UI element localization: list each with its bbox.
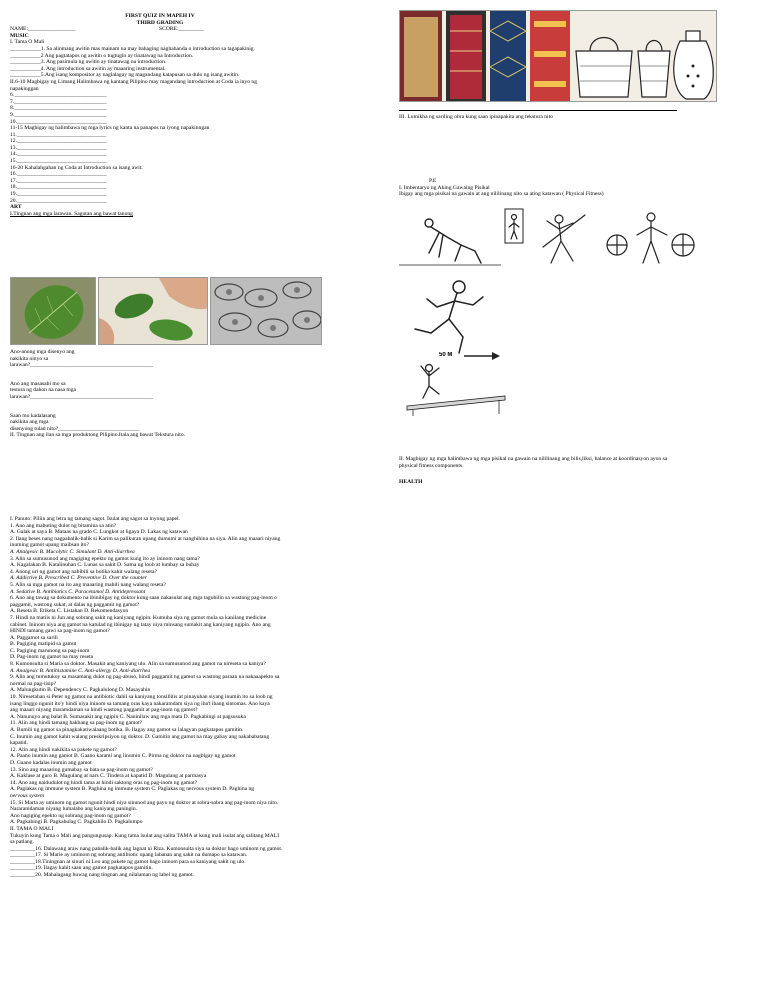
art-instruction: I.Tingnan ang mga larawan. Sagutan ang bawat tanong <box>10 210 133 217</box>
pushup-icon <box>503 205 605 269</box>
pe-ball-exercise-illustration <box>603 205 703 269</box>
answer-blank: 18.________________________________ <box>10 184 107 191</box>
health-line: A. Paglakas ng immune system B. Paghina ng immune system C. Paglakas ng nervous system D. Paghina ng <box>10 786 255 793</box>
health-line: A. Paggamot sa sarili <box>10 634 58 641</box>
answer-blank: 13.________________________________ <box>10 144 107 151</box>
health-line: HINDI tamang gawi sa pag-inom ng gamot? <box>10 628 110 635</box>
music-heading: MUSIC <box>10 32 29 39</box>
health-line: A. Paano inumin ang gamot B. Gaano karami ang iinumin C. Pirma ng doktor na nagbigay ng gamot <box>10 753 236 760</box>
running-man-icon <box>399 275 503 357</box>
answer-blank: 14.________________________________ <box>10 151 107 158</box>
music-part3: 11-15 Magbigay ng halimbawa ng mga lyrics ng kanta na panapos na iyong napakinngan <box>10 125 210 132</box>
health-line: B. Pagiging matipid sa gamut <box>10 641 77 648</box>
art-question-line: larawan?____________________________________________ <box>10 362 154 369</box>
health-line: 11. Alin ang hindi tamang hakbang sa pag-inom ng gamot? <box>10 720 143 727</box>
balance-beam-icon <box>399 362 509 416</box>
music-item: ___________3. Ang pasimula ng awitin ay tinatawag na introduction. <box>10 59 167 66</box>
name-field: NAME:_________________ <box>10 26 76 33</box>
art-question-line: nakikita ninyo sa <box>10 355 49 362</box>
pe-part2: II. Magbigay ng mga halimbawa ng mga pisikal na gawain na nililinang ang bilis,liksi, balance at koordinasyon ayon sa <box>399 456 668 462</box>
art-question-line: Ano-anong mga disenyo ang <box>10 349 75 355</box>
health-line: 2. Ilang beses nang nagpabalik-balik si Karim sa palikuran upang dumumi at nanghihina na siya. Alin ang maaari niyang <box>10 535 281 542</box>
health-section <box>10 516 400 879</box>
health-line: Tukuyin kung Tama o Mali ang pangungusap. Kung tama isulat ang salita TAMA at kung mali isulat ang salitang MALI <box>10 832 280 839</box>
leaf-icon <box>11 278 96 345</box>
quiz-subtitle: THIRD GRADING <box>136 19 184 26</box>
health-heading: HEALTH <box>399 479 423 486</box>
pe-part2-block <box>399 456 764 486</box>
art-question-line: larawan?____________________________________________ <box>10 393 154 400</box>
health-line: 5. Alin sa mga gamot na ito ang maaaring mabili nang walang reseta? <box>10 581 166 588</box>
health-line: II. TAMA O MALI <box>10 825 54 832</box>
art-part3-block <box>399 106 759 121</box>
pe-part1-instruction: Ibigay ang mga pisikal na gawain at ang nililinang nito sa ating katawan ( Physical Fitness) <box>399 191 604 198</box>
health-line: 12. Alin ang hindi nakikita sa pakete ng gamot? <box>10 746 117 753</box>
health-line: _________18.Tiningnan at sinuri ni Leo ang pakete ng gamot bago ininom para sa kaniyang sakit ng ulo. <box>10 858 246 865</box>
health-line: _________17. Si Marie ay uminom ng sobrang antibiotic upang labanan ang sakit na dumapo sa katawan. <box>10 852 248 859</box>
health-line: 8. Kumonsulta si Maria sa doktor. Masakit ang kaniyang ulo. Alin sa sumusunod ang gamot na nireseta sa kaniya? <box>10 661 266 668</box>
health-line: A. Analgesic B. Antihistamine C. Anti-allergy D. Anti-diarrhea <box>10 667 151 674</box>
health-line: _________16. Dalawang araw nang pabalik-balik ang lagnat ni Riza. Kumonsulta siya sa doktor bago uminom ng gamot. <box>10 845 283 852</box>
pe-exercise-cards <box>503 205 605 269</box>
health-line: Nararamdaman niyang lumalabo ang kaniyang paningin. <box>10 806 138 813</box>
score-field: SCORE:_________ <box>159 26 204 33</box>
health-line: _________20. Mahalagang huwag nang tingnan ang nilalaman ng label ng gamot. <box>10 872 194 879</box>
ball-exercise-icon <box>603 205 703 269</box>
leaf-rubbing-photo <box>98 277 208 345</box>
health-line: nervous system <box>10 792 45 799</box>
music-part2: II.6-10 Magbigay ng Limang Halimbawa ng kantang Pilipino may magandang introduction at Coda ia inyo ng <box>10 78 258 85</box>
music-item: ___________5.Ang isang kompositor ay naglalagay ng magandang katapusan sa dulo ng isang awitin. <box>10 72 240 79</box>
answer-blank: 19.________________________________ <box>10 191 107 198</box>
philippine-products-photo <box>399 10 717 102</box>
health-line: sa patlang. <box>10 839 34 846</box>
art-questions <box>10 349 310 439</box>
health-line: 1. Ano ang mabuting dulot ng bitamina sa atin? <box>10 522 117 529</box>
pe-part1: I. Imbentaryo ng Aking Gawaing Pisikal <box>399 184 490 191</box>
pe-heading: P.E <box>429 178 437 184</box>
answer-blank: 20.________________________________ <box>10 197 107 204</box>
health-line: 3. Alin sa sumusunod ang magiging epekto ng gamot kung ito ay ininom nang tama? <box>10 555 200 562</box>
pe-running-illustration <box>399 275 503 357</box>
health-line: A. Bumili ng gamot sa pinagkakatiwalaang botika. B. Ilagay ang gamot sa lalagyan pagkatapos gamitin. <box>10 727 244 733</box>
health-line: A. Nanunuyo ang balat B. Sumasakit ang ngipin C. Naninilaw ang mga mata D. Pagkabingi at pagsusuka <box>10 713 246 720</box>
health-line: kapatid. <box>10 740 28 747</box>
health-line: 13. Sino ang maaaring gumabay sa bata sa pag-inom ng gamot? <box>10 766 153 773</box>
health-line: A. Reseta B. Etiketa C. Listahan D. Rekomendasyon <box>10 608 129 615</box>
health-line: paggamit, wastong sukat, at dalas ng paggamit ng gamot? <box>10 601 140 608</box>
music-part1: I. Tama O Mali <box>10 39 45 46</box>
art-heading: ART <box>10 204 22 211</box>
answer-blank: 15.________________________________ <box>10 158 107 165</box>
health-line: inuming gamot upang maibsan ito? <box>10 542 89 549</box>
answer-blank: 12.________________________________ <box>10 138 107 145</box>
music-part4: 16-20 Kahalahgahan ng Coda at Introduction sa isang awit. <box>10 164 143 171</box>
answer-blank: 6._________________________________ <box>10 92 107 99</box>
health-line: A. Kagalakan B. Katalinuhan C. Lunas sa sakit D. Sama ng loob at lumbay sa buhay <box>10 562 200 569</box>
quiz-title: FIRST QUIZ IN MAPEH IV <box>125 13 195 19</box>
health-line: isang linggo ngunit ito'y hindi niya ininom sa tamang oras kaya nakaramdam siya ng iba't ibang sintomas. Ano kaya <box>10 700 270 707</box>
health-line: C. Inumin ang gamot kahit walang preskripsiyon ng doktor. D. Gamitin ang gamot na may gabay ang nakababatang <box>10 733 270 740</box>
health-line: I. Panuto: Piliin ang letra ng tamang sagot. Isulat ang sagot sa inyong papel. <box>10 516 180 522</box>
pattern-icon <box>211 278 322 345</box>
leaf-photo <box>10 277 96 345</box>
pe-balance-beam-illustration <box>399 362 509 416</box>
art-question-line: testura ng dahon na nasa mga <box>10 387 77 394</box>
health-line: 14. Ano ang naidudulot ng hindi tama at hindi saktong oras ng pag-inom ng gamot? <box>10 779 198 786</box>
health-line: C. Pagiging marunong sa pag-inom <box>10 647 90 654</box>
music-item: ___________4. Ang introduction sa awitin ay maaaring instrumental. <box>10 65 166 72</box>
answer-blank: 17.________________________________ <box>10 177 107 184</box>
health-line: A. Addictive B. Prescribed C. Preventive D. Over the counter <box>10 575 147 582</box>
health-line: 4. Anong uri ng gamot ang nabibili sa botika kahit walang reseta? <box>10 568 157 575</box>
health-line: normal na pag-iisip? <box>10 680 56 687</box>
health-line: A. Sedative B. Antibiotics C. Paracetamol D. Antidepressant <box>10 588 146 595</box>
hand-leaf-icon <box>99 278 208 345</box>
pe-part2-cont: physical fitness components. <box>399 462 464 469</box>
answer-blank: 11.________________________________ <box>10 131 107 138</box>
art-part2: II. Tingnan ang ilan sa mga produktong Pilipino.Itala ang bawat Tekstura nito. <box>10 432 186 439</box>
art-question-line: nakikita ang mga <box>10 419 49 426</box>
health-line: 9. Alin ang tumutukoy sa masamang dulot ng pag-abuso, hindi paggamit ng gamot sa wastong paraan na nakaaapekto sa <box>10 674 280 681</box>
health-line: A. Pagkabingi B. Pagkabulag C. Pagkahilo D. Pagkalumpo <box>10 819 143 826</box>
pe-section <box>399 178 759 198</box>
health-line: D. Pag-inom ng gamot na may reseta <box>10 654 94 661</box>
health-line: D. Gaano kadalas inumin ang gamot <box>10 759 92 766</box>
health-line: cabinet. Ininom niya ang gamot na katulad ng ibinigay ng tatay niya minsang sumakit ang kaniyang ngipin. Ano ang <box>10 621 271 628</box>
art-question-line: Saan mo kadalasang <box>10 412 56 419</box>
answer-blank: 7._________________________________ <box>10 98 107 105</box>
music-section <box>10 13 390 217</box>
pe-sprint-start-illustration <box>399 205 501 269</box>
answer-blank: 10.________________________________ <box>10 118 107 125</box>
texture-pattern-photo <box>210 277 322 345</box>
answer-blank: 16.________________________________ <box>10 171 107 178</box>
music-item: ___________2 Ang pagtatapos ng awitin o tugtugin ay tinatawag na Introduction. <box>10 52 194 59</box>
health-line: A. Malungkutin B. Dependency C. Pagkalulong D. Masayahin <box>10 687 151 694</box>
health-line: 6. Ano ang tawag sa dokumento na ibinibigay ng doktor kung saan nakasulat ang mga tagubilin sa wastong pag-inom o <box>10 595 277 602</box>
arrow-right-icon <box>462 352 502 360</box>
pe-distance-label: 50 M <box>439 352 453 358</box>
woven-products-icon <box>400 11 717 102</box>
art-question-line: Ano ang masasabi mo sa <box>10 380 66 387</box>
health-line: ang maaari niyang maramdaman sa hindi wastong paggamit at pag-inom ng gamot? <box>10 707 198 714</box>
health-line: Ano nagiging epekto ng sobrang pag-inom ng gamot? <box>10 812 131 819</box>
answer-blank: 8._________________________________ <box>10 105 107 112</box>
health-line: A. Galak at saya B. Mataas na grado C. Lungkot at ligaya D. Lakas ng katawan <box>10 529 188 536</box>
art-part3: III. Lumikha ng sariling obra kung saan ipinapakita ang tekstura nito <box>399 114 553 120</box>
health-line: _________19. Ilagay kahit saan ang gamot pagkatapos gamitin. <box>10 865 153 872</box>
art-part3-line <box>399 106 677 111</box>
health-line: 15. Si Marta ay uminom ng gamot ngunit hindi niya sinunod ang payo ng doktor at sobra-sobra ang pag-inom niya nito. <box>10 799 279 806</box>
pe-distance-arrow <box>462 352 502 360</box>
runner-start-icon <box>399 205 501 269</box>
music-item: ___________1. Sa alinmang awitin mas mainam na may bahaging naghahanda o introduction sa tagapakinig. <box>10 45 255 52</box>
health-line: 10. Niresetahan si Peter ng gamot na antibiotic dahil sa kaniyang tonsillitis at pinayuhan siyang inumin ito sa loob ng <box>10 694 273 701</box>
art-question-line: disenyong tulad nito?_____________________________ <box>10 425 140 432</box>
music-part2-cont: napakinggan <box>10 85 39 92</box>
health-line: A. Analgesic B. Mucolytic C. Simulant D. Anti-diarrhea <box>10 548 135 555</box>
health-line: 7. Hindi na matiis ni Jun ang sobrang sakit ng kaniyang ngipin. Kumuha siya ng gamot mula sa kanilang medicine <box>10 614 267 621</box>
answer-blank: 9._________________________________ <box>10 111 107 118</box>
health-line: A. Kaklase at guro B. Magulang at nars C. Tindera at kapatid D. Magulang at parmasya <box>10 773 207 780</box>
